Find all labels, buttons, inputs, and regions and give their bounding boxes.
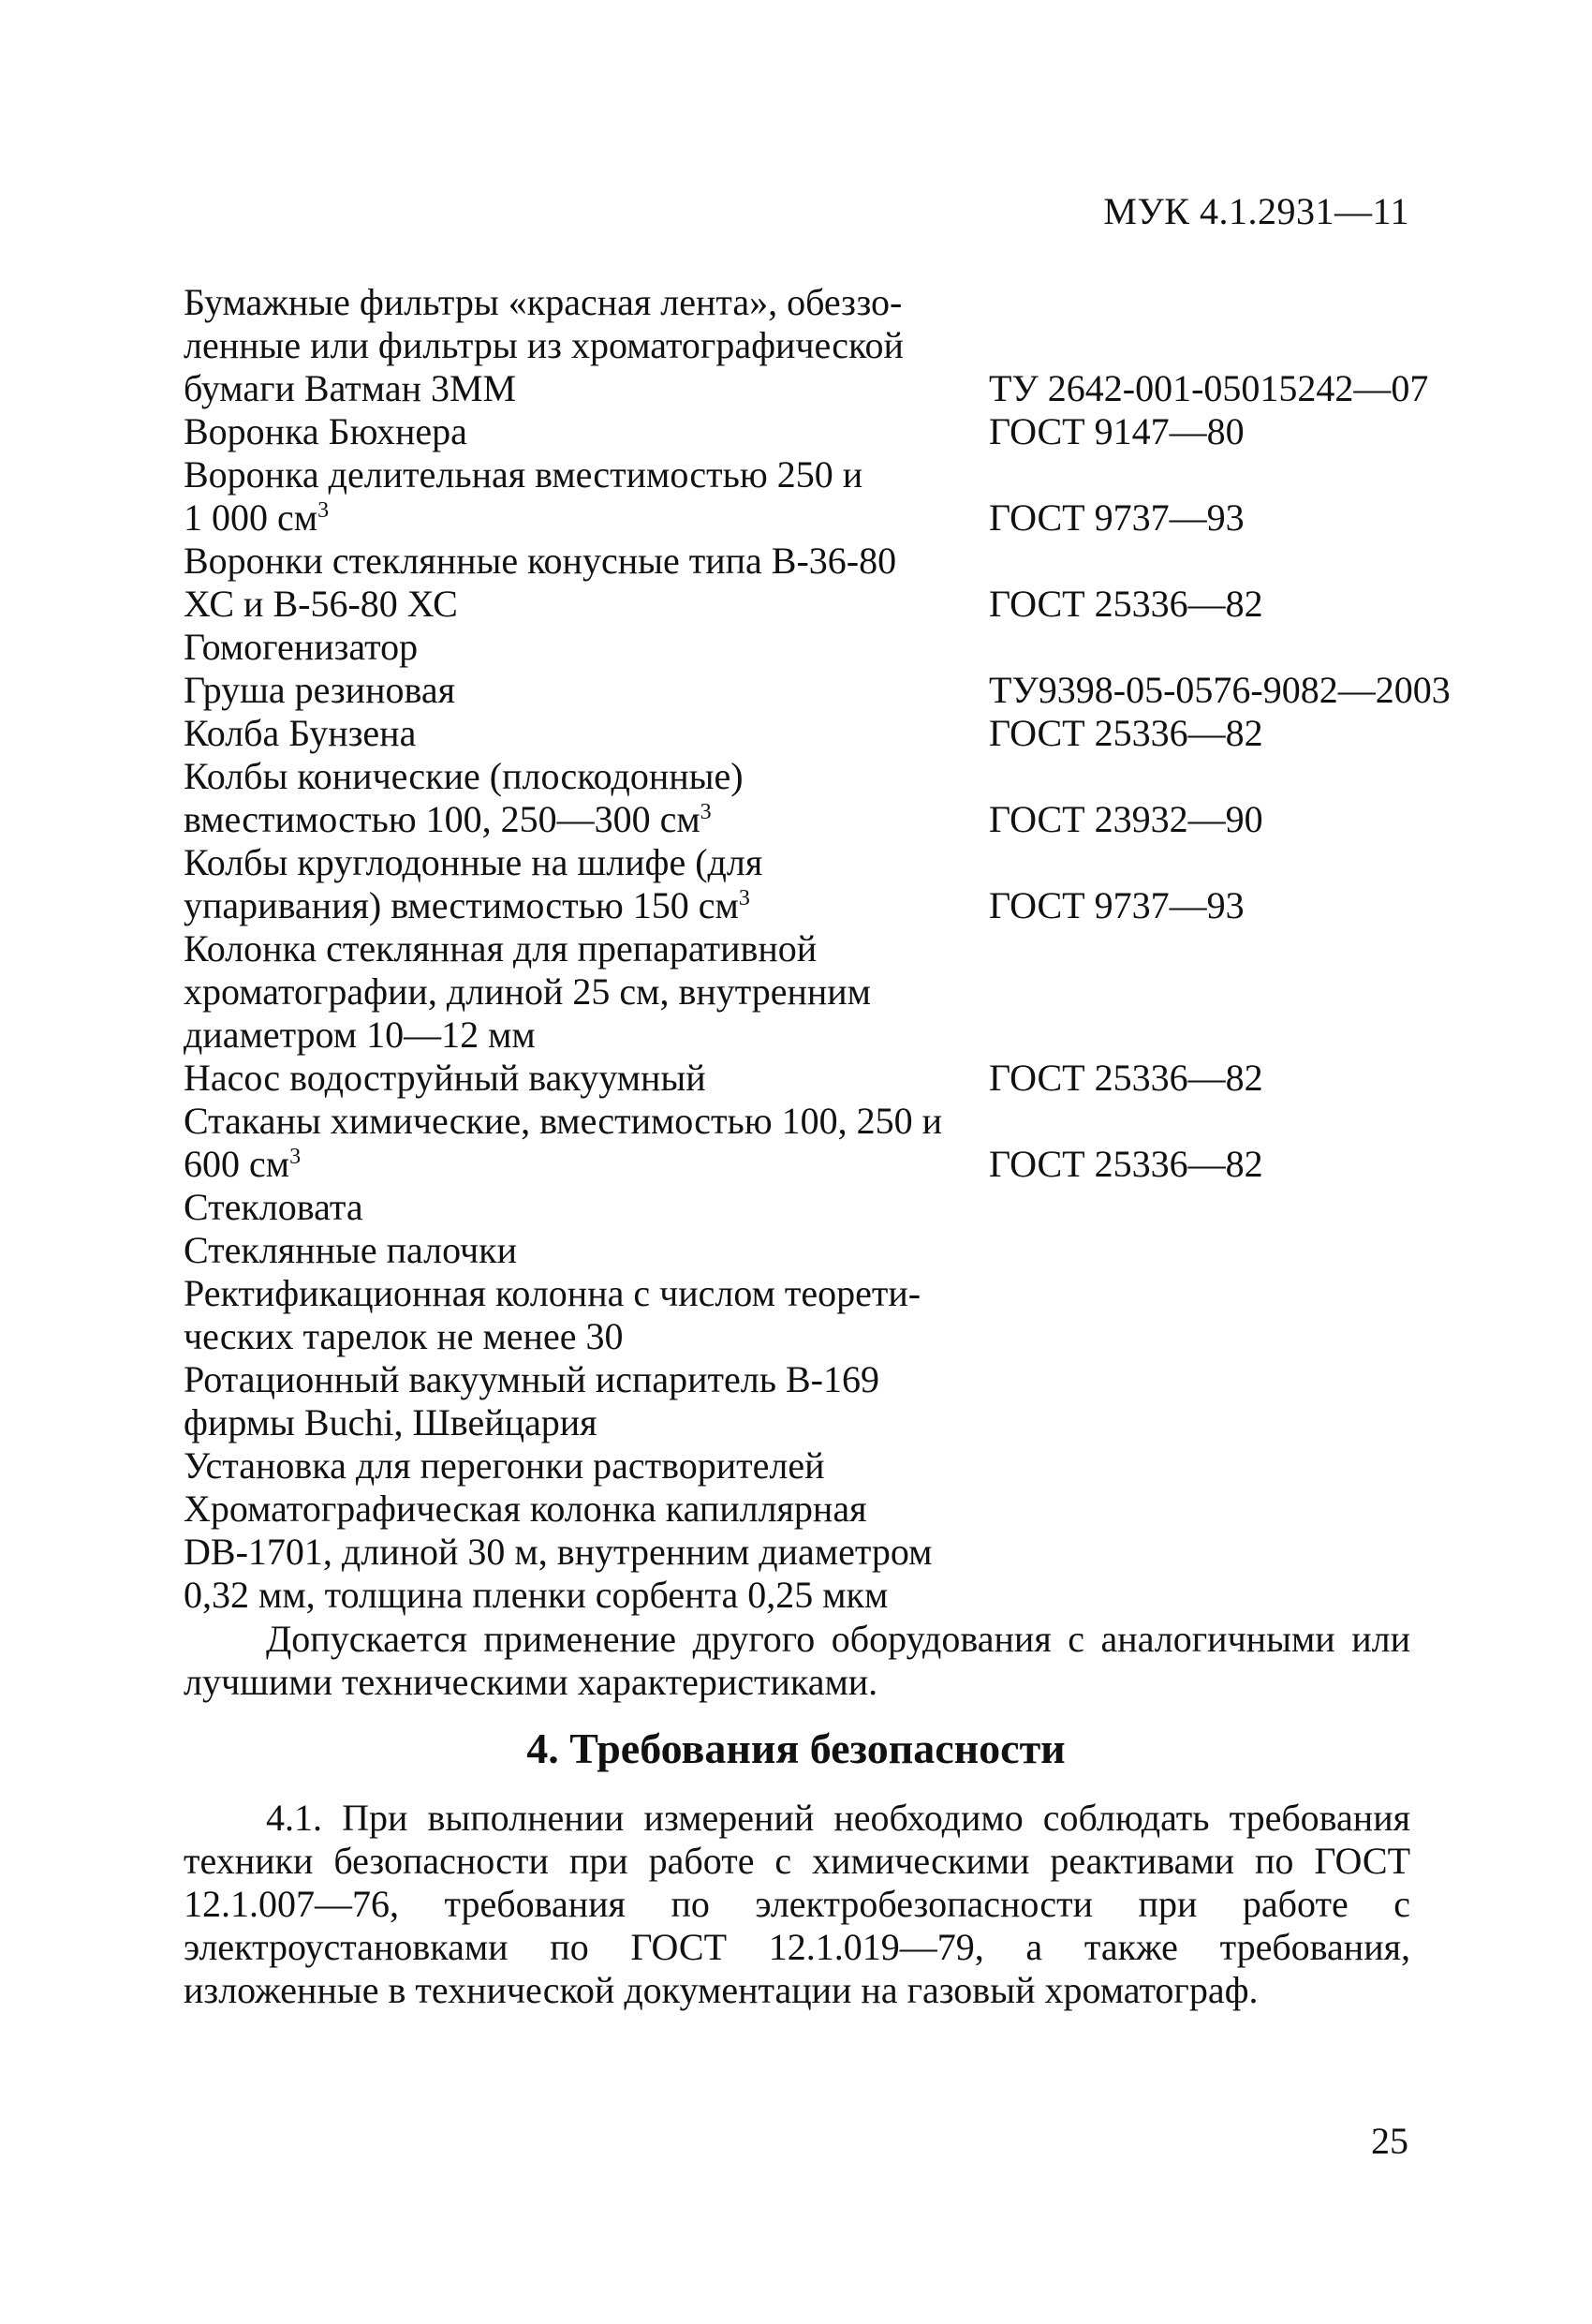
equipment-name-line: ленные или фильтры из хроматографической <box>184 324 904 366</box>
equipment-row <box>184 712 1476 755</box>
document-code-header: МУК 4.1.2931—11 <box>1103 190 1409 232</box>
equipment-row <box>184 626 1476 669</box>
equipment-name <box>184 1444 989 1488</box>
equipment-row <box>184 1444 1476 1488</box>
equipment-name-line: Насос водоструйный вакуумный <box>184 1057 706 1099</box>
equipment-name-line: Стекловата <box>184 1186 363 1228</box>
equipment-row <box>184 540 1476 626</box>
equipment-name-line: бумаги Ватман 3ММ <box>184 367 517 409</box>
equipment-name <box>184 927 989 1057</box>
equipment-row <box>184 1488 1476 1617</box>
section-paragraph: 4.1. При выполнении измерений необходимо соблюдать требования техники безопасности при работе с химическими реактивами по ГОСТ 12.1.007—76, требования по электробезопасности при работе с электроустановками по ГОСТ 12.1.019—79, а также требования, изложенные в технической документации на газовый хроматограф. <box>184 1797 1410 2011</box>
equipment-name <box>184 1272 989 1358</box>
equipment-name <box>184 281 989 410</box>
page-number: 25 <box>1371 2120 1408 2162</box>
equipment-name-line: DB-1701, длиной 30 м, внутренним диаметром <box>184 1531 933 1573</box>
equipment-row <box>184 453 1476 540</box>
equipment-name-line: вместимостью 100, 250—300 см <box>184 798 700 840</box>
equipment-standard: ГОСТ 9737—93 <box>989 884 1245 926</box>
equipment-standard: ГОСТ 9147—80 <box>989 410 1245 452</box>
equipment-row <box>184 1186 1476 1229</box>
equipment-name-line: упаривания) вместимостью 150 см <box>184 884 739 926</box>
equipment-standard: ГОСТ 9737—93 <box>989 496 1245 539</box>
equipment-name-line: Колбы конические (плоскодонные) <box>184 755 744 797</box>
equipment-name-line: Гомогенизатор <box>184 626 419 668</box>
equipment-name-line: Стеклянные палочки <box>184 1229 518 1271</box>
equipment-standard: ГОСТ 25336—82 <box>989 712 1263 754</box>
equipment-standard: ТУ 2642-001-05015242—07 <box>989 367 1429 409</box>
equipment-name-line: Ротационный вакуумный испаритель В-169 <box>184 1358 879 1400</box>
equipment-standard: ГОСТ 25336—82 <box>989 583 1263 625</box>
equipment-name <box>184 1057 989 1100</box>
section-title: 4. Требования безопасности <box>526 1724 1066 1772</box>
equipment-name-line: Хроматографическая колонка капиллярная <box>184 1488 867 1530</box>
equipment-name <box>184 1100 989 1186</box>
equipment-row <box>184 927 1476 1057</box>
equipment-name-line: Воронка делительная вместимостью 250 и <box>184 453 863 496</box>
equipment-name-line: фирмы Buchi, Швейцария <box>184 1401 597 1443</box>
equipment-row <box>184 1100 1476 1186</box>
equipment-row <box>184 755 1476 841</box>
equipment-name-line: Воронки стеклянные конусные типа В-36-80 <box>184 540 897 582</box>
equipment-name-line: Колонка стеклянная для препаративной <box>184 927 818 970</box>
equipment-standard: ГОСТ 25336—82 <box>989 1143 1263 1185</box>
equipment-name <box>184 669 989 712</box>
equipment-standard: ТУ9398-05-0576-9082—2003 <box>989 669 1451 711</box>
equipment-name-line: Груша резиновая <box>184 669 455 711</box>
equipment-row <box>184 281 1476 410</box>
equipment-name-line: диаметром 10—12 мм <box>184 1014 536 1056</box>
unit-superscript: 3 <box>289 1145 302 1169</box>
equipment-note: Допускается применение другого оборудования с аналогичными или лучшими техническими характеристиками. <box>184 1618 1410 1703</box>
equipment-name-line: ческих тарелок не менее 30 <box>184 1315 624 1357</box>
equipment-name-line: хроматографии, длиной 25 см, внутренним <box>184 970 871 1013</box>
equipment-name-line: Бумажные фильтры «красная лента», обеззо- <box>184 281 903 323</box>
equipment-name <box>184 626 989 669</box>
equipment-name <box>184 1358 989 1444</box>
unit-superscript: 3 <box>700 800 712 824</box>
equipment-row <box>184 669 1476 712</box>
equipment-row <box>184 1057 1476 1100</box>
equipment-name-line: 600 см <box>184 1143 290 1185</box>
equipment-name <box>184 841 989 927</box>
equipment-name <box>184 1488 989 1617</box>
equipment-row <box>184 841 1476 927</box>
equipment-name-line: Колба Бунзена <box>184 712 417 754</box>
unit-superscript: 3 <box>738 886 750 910</box>
equipment-list <box>184 281 1476 1617</box>
equipment-standard: ГОСТ 23932—90 <box>989 798 1263 840</box>
equipment-name <box>184 453 989 540</box>
equipment-row <box>184 1229 1476 1272</box>
equipment-name <box>184 410 989 453</box>
equipment-name-line: Воронка Бюхнера <box>184 410 467 452</box>
equipment-name <box>184 755 989 841</box>
equipment-row <box>184 1272 1476 1358</box>
equipment-standard: ГОСТ 25336—82 <box>989 1057 1263 1099</box>
equipment-name-line: Колбы круглодонные на шлифе (для <box>184 841 763 883</box>
equipment-name-line: 0,32 мм, толщина пленки сорбента 0,25 мкм <box>184 1574 889 1616</box>
equipment-row <box>184 410 1476 453</box>
equipment-name <box>184 540 989 626</box>
unit-superscript: 3 <box>317 498 330 523</box>
equipment-row <box>184 1358 1476 1444</box>
equipment-name-line: Установка для перегонки растворителей <box>184 1444 825 1487</box>
equipment-name-line: ХС и В-56-80 ХС <box>184 583 458 625</box>
equipment-name <box>184 1229 989 1272</box>
equipment-name-line: Ректификационная колонна с числом теорети- <box>184 1272 921 1314</box>
equipment-name <box>184 1186 989 1229</box>
equipment-name-line: 1 000 см <box>184 496 318 539</box>
equipment-name <box>184 712 989 755</box>
equipment-name-line: Стаканы химические, вместимостью 100, 250 и <box>184 1100 943 1142</box>
